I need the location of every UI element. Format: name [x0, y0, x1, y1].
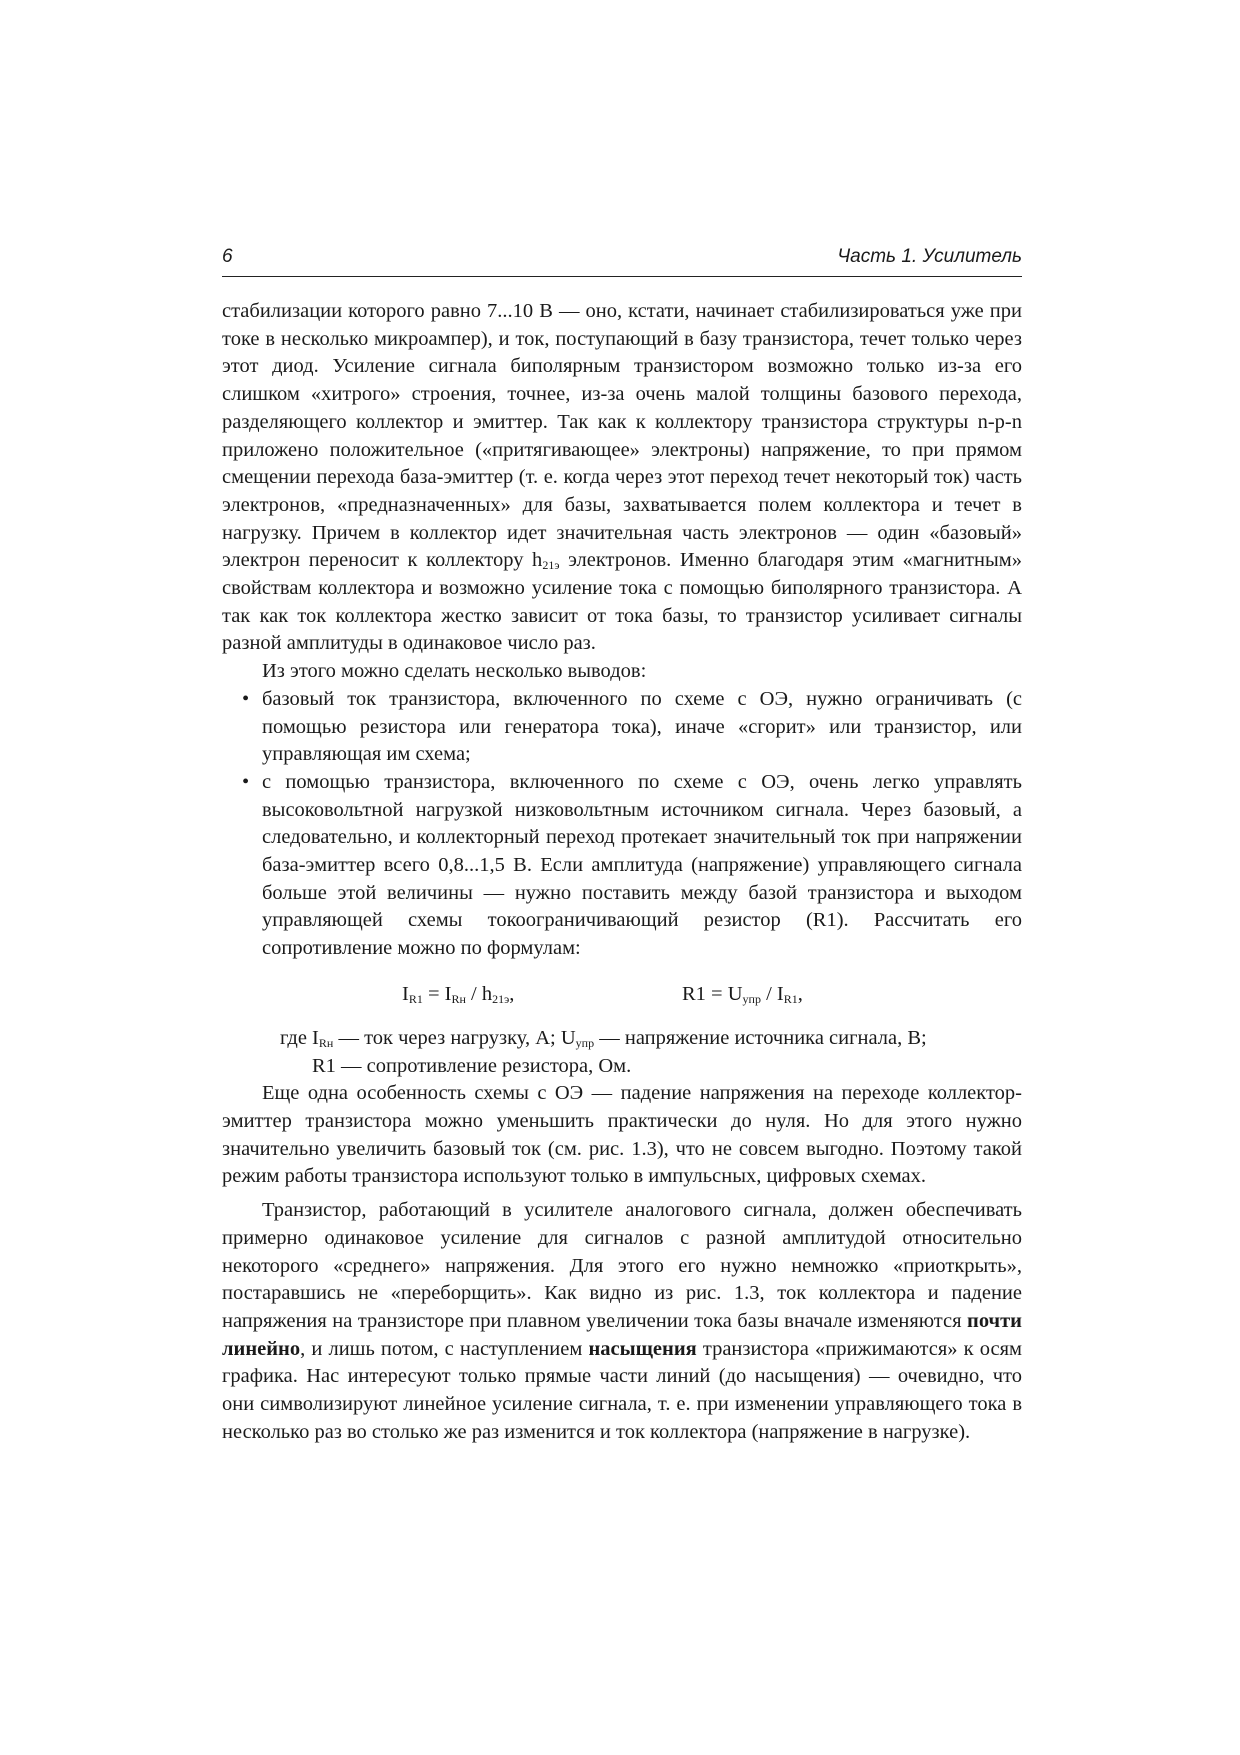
conclusions-intro: Из этого можно сделать несколько выводов:	[262, 660, 647, 683]
formula-row	[222, 969, 1022, 1025]
paragraph-ce-saturation: Еще одна особенность схемы с ОЭ — падение напряжения на переходе коллектор-эмиттер транзистора можно уменьшить практически до нуля. Но для этого нужно значительно увеличить базовый ток (см. рис. 1.3), что не совсем выгодно. Поэтому такой режим работы транзистора используют только в импульсных, цифровых схемах.	[222, 1082, 1022, 1188]
paragraph-transistor-amplification: стабилизации которого равно 7...10 В — оно, кстати, начинает стабилизироваться уже при токе в несколько микроампер), и ток, поступающий в базу транзистора, течет только через этот диод. Усиление сигнала биполярным транзистором возможно только из-за его слишком «хитрого» строения, точнее, из-за очень малой толщины базового перехода, разделяющего коллектор и эмиттер. Так как к коллектору транзистора структуры n-p-n приложено положительное («притягивающее» электроны) напряжение, то при прямом смещении перехода база-эмиттер (т. е. когда через этот переход течет некоторый ток) часть электронов, «предназначенных» для базы, захватывается полем коллектора и течет в нагрузку. Причем в коллектор идет значительная часть электронов — один «базовый» электрон переносит к коллектору $h_{21э}$ электронов. Именно благодаря этим «магнитным» свойствам коллектора и возможно усиление тока с помощью биполярного транзистора. А так как ток коллектора жестко зависит от тока базы, то транзистор усиливает сигналы разной амплитуды в одинаковое число раз.	[222, 300, 1022, 655]
conclusions-list	[222, 686, 1022, 963]
bullet-marker: •	[242, 770, 250, 793]
bold-term: почти линейно	[222, 1309, 1022, 1360]
formula-resistance: $R1 = U_{упр} / I_{R1}$,	[682, 982, 803, 1006]
page-number: 6	[222, 246, 233, 267]
formula-legend: где $I_{Rн}$ — ток через нагрузку, А; $U_{упр}$ — напряжение источника сигнала, В;	[280, 1026, 927, 1050]
bold-term: насыщения	[588, 1337, 697, 1360]
page-body	[222, 298, 1022, 1446]
formula-legend-cont: R1 — сопротивление резистора, Ом.	[312, 1054, 632, 1077]
page-header	[222, 244, 1022, 277]
list-item: • базовый ток транзистора, включенного по схеме с ОЭ, нужно ограничивать (с помощью резистора или генератора тока), иначе «сгорит» или транзистор, или управляющая им схема;	[242, 687, 1022, 766]
formula-current: $I_{R1} = I_{Rн} / h_{21э}$,	[402, 982, 515, 1006]
paragraph-linear-amplification: Транзистор, работающий в усилителе аналогового сигнала, должен обеспечивать примерно одинаковое усиление для сигналов с разной амплитудой относительно некоторого «среднего» напряжения. Для этого его нужно немножко «приоткрыть», постаравшись не «переборщить». Как видно из рис. 1.3, ток коллектора и падение напряжения на транзисторе при плавном увеличении тока базы вначале изменяются почти линейно, и лишь потом, с наступлением насыщения транзистора «прижимаются» к осям графика. Нас интересуют только прямые части линий (до насыщения) — очевидно, что они символизируют линейное усиление сигнала, т. е. при изменении управляющего тока в несколько раз во столько же раз изменится и ток коллектора (напряжение в нагрузке).	[222, 1199, 1022, 1443]
bullet-marker: •	[242, 687, 250, 710]
list-item: • с помощью транзистора, включенного по схеме с ОЭ, очень легко управлять высоковольтной нагрузкой низковольтным источником сигнала. Через базовый, а следовательно, и коллекторный переход протекает значительный ток при напряжении база-эмиттер всего 0,8...1,5 В. Если амплитуда (напряжение) управляющего сигнала больше этой величины — нужно поставить между базой транзистора и выходом управляющей схемы токоограничивающий резистор (R1). Рассчитать его сопротивление можно по формулам:	[242, 770, 1022, 960]
running-title: Часть 1. Усилитель	[837, 246, 1022, 267]
